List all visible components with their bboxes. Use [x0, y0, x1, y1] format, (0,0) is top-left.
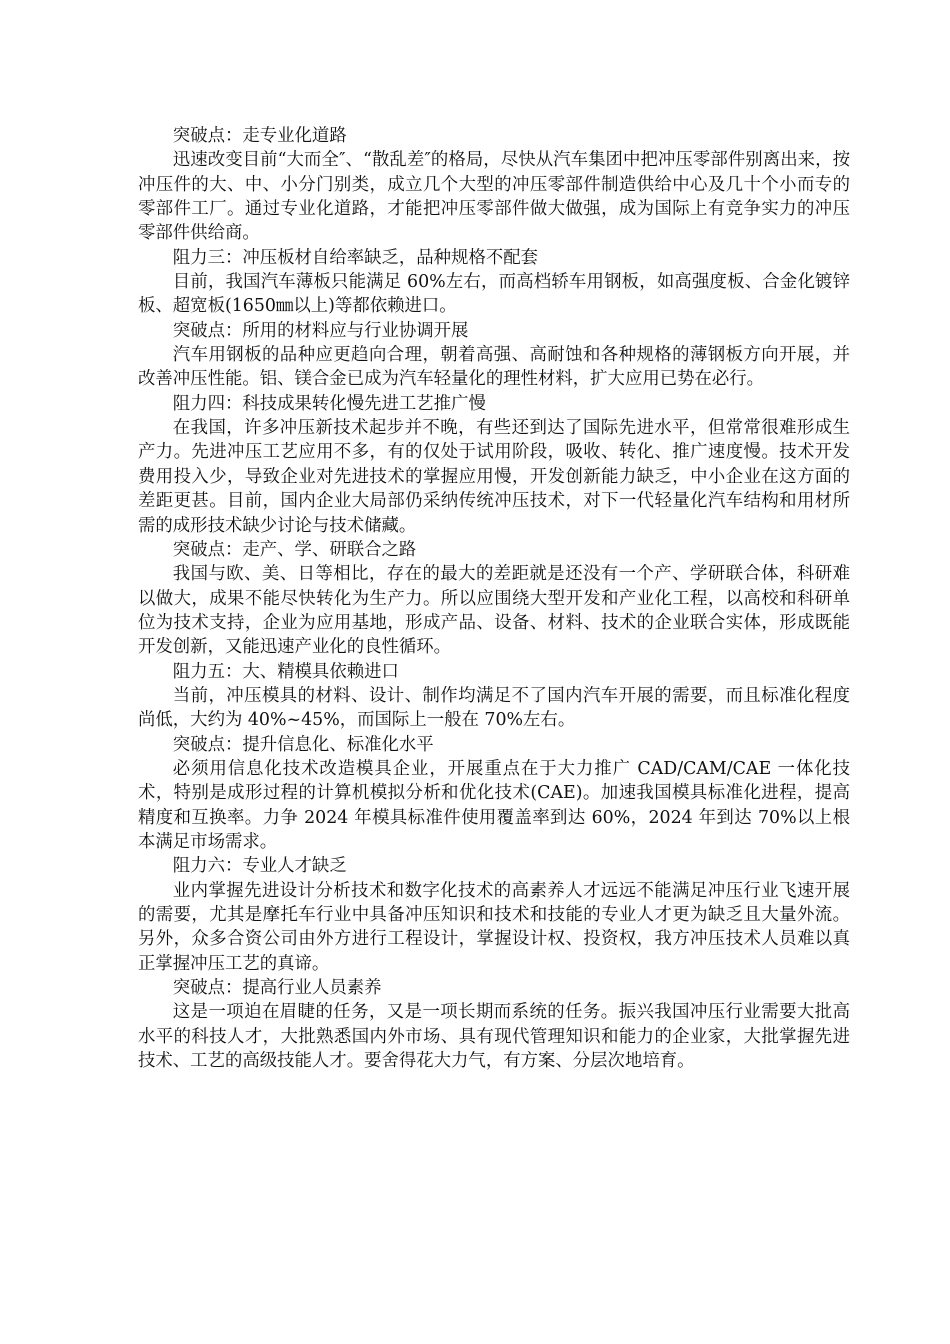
paragraph-personnel: 这是一项迫在眉睫的任务，又是一项长期而系统的任务。振兴我国冲压行业需要大批高水平的科技人才，大批熟悉国内外市场、具有现代管理知识和能力的企业家，大批掌握先进技术、工艺的高级技能人才。要舍得花大力气，有方案、分层次地培育。: [138, 1002, 850, 1072]
heading-breakthrough-materials: 突破点：所用的材料应与行业协调开展: [172, 320, 469, 341]
paragraph-steel-sheet: 目前，我国汽车薄板只能满足 60%左右，而高档轿车用钢板，如高强度板、合金化镀锌板、超宽板(1650㎜以上)等都依赖进口。: [138, 272, 850, 317]
heading-obstacle-three: 阻力三：冲压板材自给率缺乏，品种规格不配套: [172, 247, 539, 268]
document-body: [138, 124, 850, 1073]
paragraph-specialization: 迅速改变目前“大而全″、“散乱差″的格局，尽快从汽车集团中把冲压零部件别离出来，按冲压件的大、中、小分门别类，成立几个大型的冲压零部件制造供给中心及几十个小而专的零部件工厂。通过专业化道路，才能把冲压零部件做大做强，成为国际上有竞争实力的冲压零部件供给商。: [138, 150, 850, 244]
paragraph-collaboration: 我国与欧、美、日等相比，存在的最大的差距就是还没有一个产、学研联合体，科研难以做大，成果不能尽快转化为生产力。所以应围绕大型开发和产业化工程，以高校和科研单位为技术支持，企业为应用基地，形成产品、设备、材料、技术的企业联合实体，形成既能开发创新，又能迅速产业化的良性循环。: [138, 564, 850, 658]
paragraph-technology-transfer: 在我国，许多冲压新技术起步并不晚，有些还到达了国际先进水平，但常常很难形成生产力。先进冲压工艺应用不多，有的仅处于试用阶段，吸收、转化、推广速度慢。技术开发费用投入少，导致企业对先进技术的掌握应用慢，开发创新能力缺乏，中小企业在这方面的差距更甚。目前，国内企业大局部仍采纳传统冲压技术，对下一代轻量化汽车结构和用材所需的成形技术缺少讨论与技术储藏。: [138, 418, 850, 536]
heading-breakthrough-standardization: 突破点：提升信息化、标准化水平: [172, 734, 434, 755]
heading-obstacle-five: 阻力五：大、精模具依赖进口: [172, 661, 399, 682]
paragraph-standardization: 必须用信息化技术改造模具企业，开展重点在于大力推广 CAD/CAM/CAE 一体化技术，特别是成形过程的计算机模拟分析和优化技术(CAE)。加速我国模具标准化进程，提高精度和互换率。力争 2024 年模具标准件使用覆盖率到达 60%，2024 年到达 70%以上根本满足市场需求。: [138, 758, 850, 852]
paragraph-materials: 汽车用钢板的品种应更趋向合理，朝着高强、高耐蚀和各种规格的薄钢板方向开展，并改善冲压性能。铝、镁合金已成为汽车轻量化的理性材料，扩大应用已势在必行。: [138, 345, 850, 390]
heading-breakthrough-collaboration: 突破点：走产、学、研联合之路: [172, 539, 417, 560]
heading-breakthrough-specialization: 突破点：走专业化道路: [172, 126, 347, 146]
heading-breakthrough-personnel: 突破点：提高行业人员素养: [172, 978, 382, 999]
heading-obstacle-four: 阻力四：科技成果转化慢先进工艺推广慢: [172, 393, 486, 414]
paragraph-molds: 当前，冲压模具的材料、设计、制作均满足不了国内汽车开展的需要，而且标准化程度尚低，大约为 40%~45%，而国际上一般在 70%左右。: [138, 685, 850, 731]
heading-obstacle-six: 阻力六：专业人才缺乏: [172, 856, 347, 877]
paragraph-talent: 业内掌握先进设计分析技术和数字化技术的高素养人才远远不能满足冲压行业飞速开展的需要，尤其是摩托车行业中具备冲压知识和技术和技能的专业人才更为缺乏且大量外流。另外，众多合资公司由外方进行工程设计，掌握设计权、投资权，我方冲压技术人员难以真正掌握冲压工艺的真谛。: [138, 880, 850, 974]
